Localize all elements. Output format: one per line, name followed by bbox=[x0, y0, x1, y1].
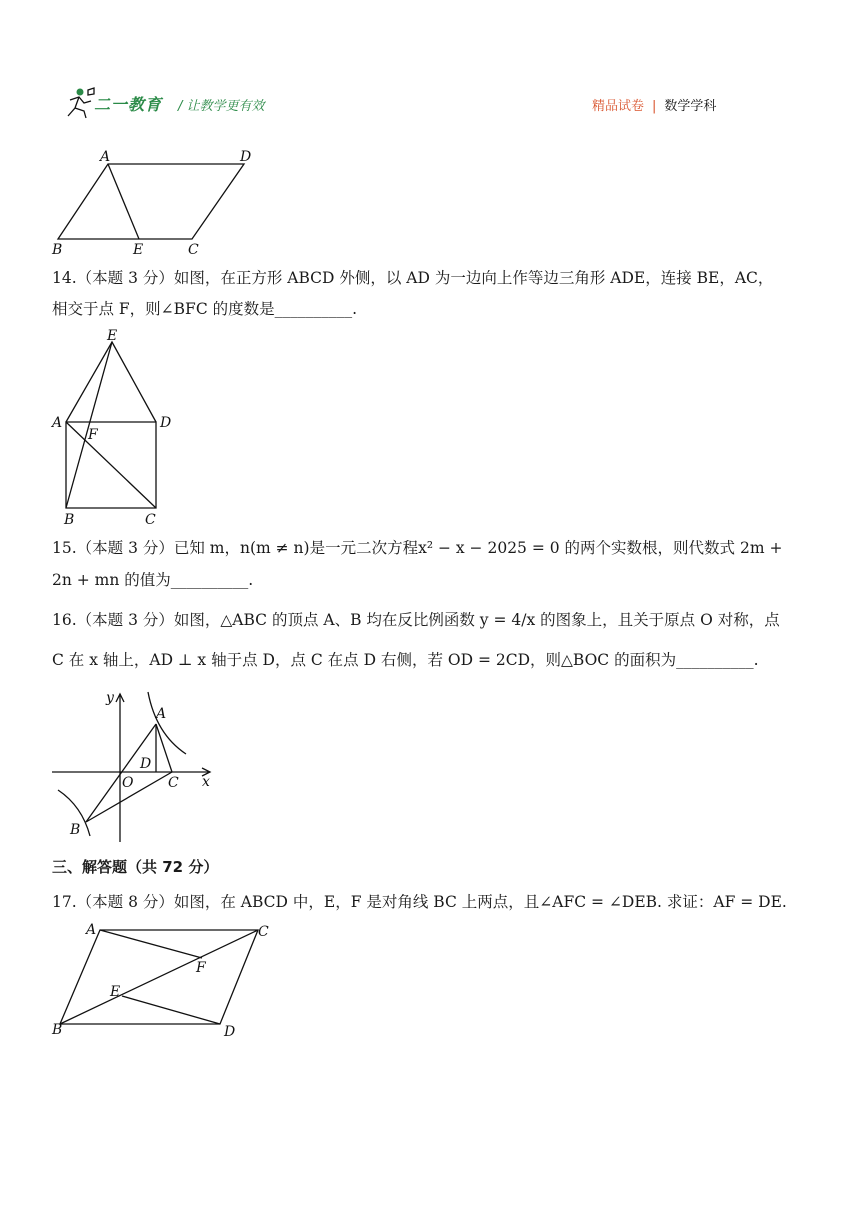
triangle-abc bbox=[86, 724, 172, 822]
label-o: O bbox=[122, 775, 134, 791]
label-b: B bbox=[64, 512, 75, 528]
label-b: B bbox=[52, 242, 63, 256]
section-heading: 三、解答题（共 72 分） bbox=[52, 858, 219, 876]
header-right bbox=[592, 95, 716, 114]
question-14-line2: 相交于点 F，则∠BFC 的度数是__________. bbox=[52, 300, 358, 318]
label-c: C bbox=[258, 924, 269, 940]
figure-coordinate-hyperbola bbox=[44, 686, 224, 846]
label-c: C bbox=[168, 775, 179, 791]
label-d: D bbox=[240, 149, 252, 165]
question-16-line2: C 在 x 轴上，AD ⊥ x 轴于点 D，点 C 在点 D 右侧，若 OD = 2CD，则△BOC 的面积为__________. bbox=[52, 651, 759, 669]
segment-af bbox=[100, 930, 202, 958]
label-a: A bbox=[52, 415, 63, 431]
subject-label: 数学学科 bbox=[664, 99, 717, 114]
label-f: F bbox=[88, 427, 98, 443]
question-16-line1: 16.（本题 3 分）如图，△ABC 的顶点 A、B 均在反比例函数 y = 4/x 的图象上，且关于原点 O 对称，点 bbox=[52, 611, 780, 629]
label-y: y bbox=[106, 690, 114, 706]
segment-be bbox=[66, 342, 112, 508]
question-15-line2: 2n + mn 的值为__________. bbox=[52, 571, 254, 589]
label-a: A bbox=[156, 706, 167, 722]
segment-ac bbox=[66, 422, 156, 508]
label-d: D bbox=[160, 415, 172, 431]
label-e: E bbox=[133, 242, 144, 256]
label-a: A bbox=[86, 922, 97, 938]
label-d: D bbox=[140, 756, 152, 772]
label-e: E bbox=[110, 984, 121, 1000]
label-c: C bbox=[188, 242, 199, 256]
logo-runner-icon bbox=[60, 86, 96, 120]
figure-square-triangle bbox=[44, 326, 194, 530]
hyperbola-branch-first bbox=[148, 692, 186, 754]
brand-slogan: / 让教学更有效 bbox=[178, 99, 265, 114]
label-f: F bbox=[196, 960, 206, 976]
label-e: E bbox=[107, 328, 118, 344]
label-b: B bbox=[70, 822, 81, 838]
header-separator: | bbox=[652, 99, 657, 114]
diagonal-bc bbox=[60, 930, 258, 1024]
label-a: A bbox=[100, 149, 111, 165]
brand-name: 二一教育 bbox=[94, 95, 163, 114]
paper-tag: 精品试卷 bbox=[592, 99, 645, 114]
question-17-line1: 17.（本题 8 分）如图，在 ABCD 中，E，F 是对角线 BC 上两点，且∠AFC = ∠DEB. 求证：AF = DE. bbox=[52, 893, 787, 911]
label-b: B bbox=[52, 1022, 63, 1038]
parallelogram-shape bbox=[58, 164, 244, 239]
figure-parallelogram-abcd bbox=[44, 918, 284, 1042]
label-d: D bbox=[224, 1024, 236, 1040]
triangle-ade bbox=[66, 342, 156, 422]
segment-de bbox=[122, 996, 220, 1024]
label-c: C bbox=[145, 512, 156, 528]
question-14-line1: 14.（本题 3 分）如图，在正方形 ABCD 外侧，以 AD 为一边向上作等边三角形 ADE，连接 BE，AC， bbox=[52, 269, 774, 287]
question-15-line1: 15.（本题 3 分）已知 m，n(m ≠ n)是一元二次方程x² − x − 2025 = 0 的两个实数根，则代数式 2m + bbox=[52, 539, 783, 557]
figure-parallelogram-abed bbox=[44, 146, 264, 256]
label-x: x bbox=[202, 774, 210, 790]
segment-ae bbox=[108, 164, 139, 239]
